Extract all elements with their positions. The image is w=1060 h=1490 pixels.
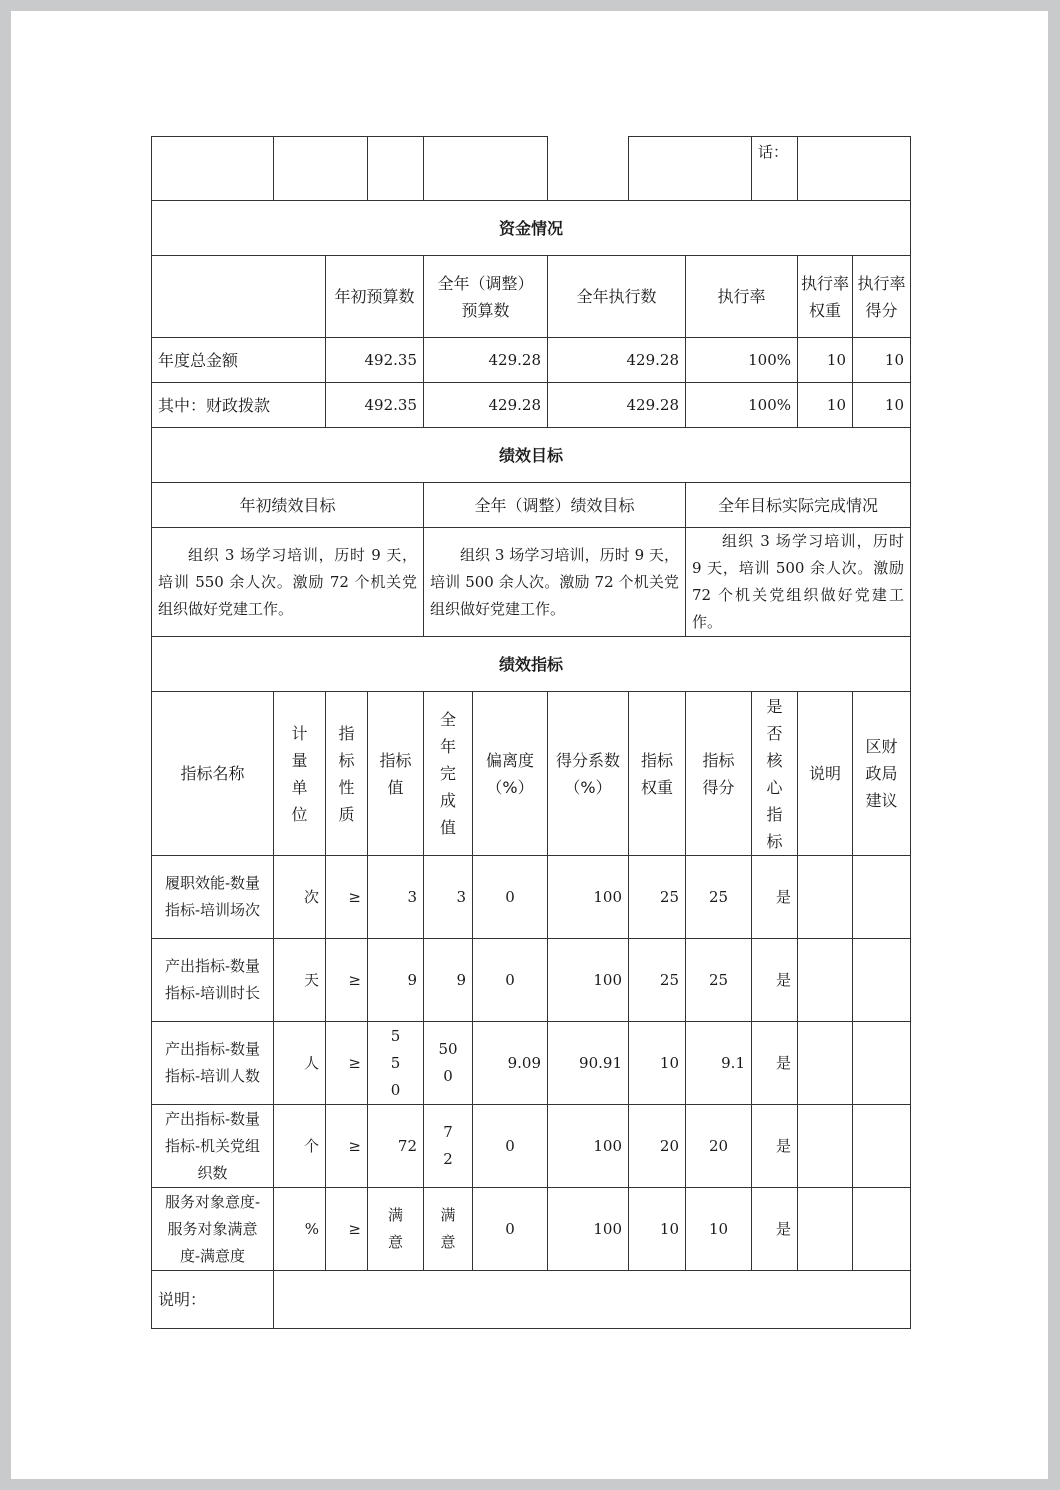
goals-col-adjusted: 全年（调整）绩效目标 <box>424 483 686 528</box>
goals-header-row <box>152 483 911 528</box>
ind-col-score: 指标得分 <box>686 692 752 856</box>
ind-name: 产出指标-数量指标-机关党组织数 <box>152 1105 274 1188</box>
table-row <box>152 939 911 1022</box>
ind-name: 履职效能-数量指标-培训场次 <box>152 856 274 939</box>
ind-actual: 500 <box>424 1022 473 1105</box>
goals-col-initial: 年初绩效目标 <box>152 483 424 528</box>
ind-nature: ≥ <box>326 1188 368 1271</box>
ind-col-target: 指标值 <box>368 692 424 856</box>
table-row <box>152 1105 911 1188</box>
ind-name: 产出指标-数量指标-培训人数 <box>152 1022 274 1105</box>
goal-text-actual: 组织 3 场学习培训，历时 9 天，培训 500 余人次。激励 72 个机关党组织做好党建工作。 <box>686 528 911 637</box>
ind-advice <box>853 1105 911 1188</box>
ind-name: 产出指标-数量指标-培训时长 <box>152 939 274 1022</box>
funds-cell: 492.35 <box>326 383 424 428</box>
ind-deviation: 0 <box>473 1188 548 1271</box>
info-cell <box>548 137 629 201</box>
ind-deviation: 0 <box>473 939 548 1022</box>
ind-nature: ≥ <box>326 1105 368 1188</box>
ind-score: 25 <box>686 939 752 1022</box>
ind-col-core: 是否核心指标 <box>752 692 798 856</box>
footer-note-label: 说明： <box>152 1271 274 1329</box>
ind-advice <box>853 1022 911 1105</box>
ind-core: 是 <box>752 939 798 1022</box>
ind-target: 3 <box>368 856 424 939</box>
ind-actual: 满意 <box>424 1188 473 1271</box>
funds-cell: 10 <box>853 383 911 428</box>
ind-note <box>798 856 853 939</box>
table-row <box>152 1022 911 1105</box>
goal-text-initial: 组织 3 场学习培训，历时 9 天，培训 550 余人次。激励 72 个机关党组织做好党建工作。 <box>152 528 424 637</box>
ind-deviation: 9.09 <box>473 1022 548 1105</box>
ind-note <box>798 1105 853 1188</box>
ind-actual: 72 <box>424 1105 473 1188</box>
funds-cell: 100% <box>686 383 798 428</box>
funds-col-rate-weight: 执行率权重 <box>798 256 853 338</box>
ind-unit: 个 <box>274 1105 326 1188</box>
ind-deviation: 0 <box>473 856 548 939</box>
ind-coef: 100 <box>548 856 629 939</box>
funds-col-rate-score: 执行率得分 <box>853 256 911 338</box>
phone-label: 话： <box>752 137 798 201</box>
info-cell <box>629 137 752 201</box>
ind-weight: 10 <box>629 1022 686 1105</box>
ind-unit: 人 <box>274 1022 326 1105</box>
ind-coef: 90.91 <box>548 1022 629 1105</box>
goal-text-adjusted: 组织 3 场学习培训，历时 9 天，培训 500 余人次。激励 72 个机关党组织做好党建工作。 <box>424 528 686 637</box>
ind-col-advice: 区财政局建议 <box>853 692 911 856</box>
ind-weight: 25 <box>629 939 686 1022</box>
ind-weight: 20 <box>629 1105 686 1188</box>
funds-row-fiscal <box>152 383 911 428</box>
table-row <box>152 1188 911 1271</box>
ind-core: 是 <box>752 1188 798 1271</box>
funds-header-row <box>152 256 911 338</box>
ind-note <box>798 939 853 1022</box>
ind-col-actual: 全年完成值 <box>424 692 473 856</box>
funds-cell: 10 <box>798 338 853 383</box>
funds-cell: 492.35 <box>326 338 424 383</box>
funds-col-executed: 全年执行数 <box>548 256 686 338</box>
performance-table <box>151 136 911 1329</box>
info-cell <box>424 137 548 201</box>
funds-row-label: 年度总金额 <box>152 338 326 383</box>
ind-coef: 100 <box>548 1105 629 1188</box>
funds-cell: 10 <box>853 338 911 383</box>
ind-target: 9 <box>368 939 424 1022</box>
goals-text-row <box>152 528 911 637</box>
funds-row-total <box>152 338 911 383</box>
funds-cell: 429.28 <box>424 338 548 383</box>
ind-score: 9.1 <box>686 1022 752 1105</box>
ind-advice <box>853 856 911 939</box>
table-row <box>152 856 911 939</box>
goals-col-actual: 全年目标实际完成情况 <box>686 483 911 528</box>
ind-col-unit: 计量单位 <box>274 692 326 856</box>
ind-core: 是 <box>752 1105 798 1188</box>
footer-note-value <box>274 1271 911 1329</box>
ind-col-weight: 指标权重 <box>629 692 686 856</box>
funds-cell: 100% <box>686 338 798 383</box>
ind-col-coef: 得分系数（%） <box>548 692 629 856</box>
ind-score: 10 <box>686 1188 752 1271</box>
ind-col-deviation: 偏离度（%） <box>473 692 548 856</box>
ind-unit: 次 <box>274 856 326 939</box>
funds-header-blank <box>152 256 326 338</box>
indicators-header-row <box>152 692 911 856</box>
ind-note <box>798 1022 853 1105</box>
funds-row-label: 其中：财政拨款 <box>152 383 326 428</box>
ind-actual: 3 <box>424 856 473 939</box>
ind-weight: 10 <box>629 1188 686 1271</box>
ind-nature: ≥ <box>326 1022 368 1105</box>
ind-target: 550 <box>368 1022 424 1105</box>
ind-advice <box>853 939 911 1022</box>
ind-score: 20 <box>686 1105 752 1188</box>
ind-target: 72 <box>368 1105 424 1188</box>
ind-unit: 天 <box>274 939 326 1022</box>
ind-nature: ≥ <box>326 856 368 939</box>
header-info-row <box>152 137 911 201</box>
document-page <box>11 11 1048 1479</box>
funds-section-title: 资金情况 <box>152 201 911 256</box>
ind-deviation: 0 <box>473 1105 548 1188</box>
funds-col-initial-budget: 年初预算数 <box>326 256 424 338</box>
ind-target: 满意 <box>368 1188 424 1271</box>
funds-col-adjusted-budget: 全年（调整）预算数 <box>424 256 548 338</box>
footer-row <box>152 1271 911 1329</box>
ind-core: 是 <box>752 856 798 939</box>
ind-core: 是 <box>752 1022 798 1105</box>
phone-value <box>798 137 911 201</box>
funds-cell: 429.28 <box>548 383 686 428</box>
ind-coef: 100 <box>548 939 629 1022</box>
ind-col-note: 说明 <box>798 692 853 856</box>
ind-col-nature: 指标性质 <box>326 692 368 856</box>
ind-name: 服务对象意度-服务对象满意度-满意度 <box>152 1188 274 1271</box>
ind-nature: ≥ <box>326 939 368 1022</box>
funds-cell: 429.28 <box>548 338 686 383</box>
ind-weight: 25 <box>629 856 686 939</box>
goals-section-title: 绩效目标 <box>152 428 911 483</box>
ind-score: 25 <box>686 856 752 939</box>
ind-col-name: 指标名称 <box>152 692 274 856</box>
info-cell <box>274 137 368 201</box>
info-cell <box>152 137 274 201</box>
funds-col-exec-rate: 执行率 <box>686 256 798 338</box>
ind-advice <box>853 1188 911 1271</box>
ind-unit: % <box>274 1188 326 1271</box>
ind-note <box>798 1188 853 1271</box>
ind-coef: 100 <box>548 1188 629 1271</box>
indicators-section-title: 绩效指标 <box>152 637 911 692</box>
info-cell <box>368 137 424 201</box>
funds-cell: 10 <box>798 383 853 428</box>
ind-actual: 9 <box>424 939 473 1022</box>
funds-cell: 429.28 <box>424 383 548 428</box>
